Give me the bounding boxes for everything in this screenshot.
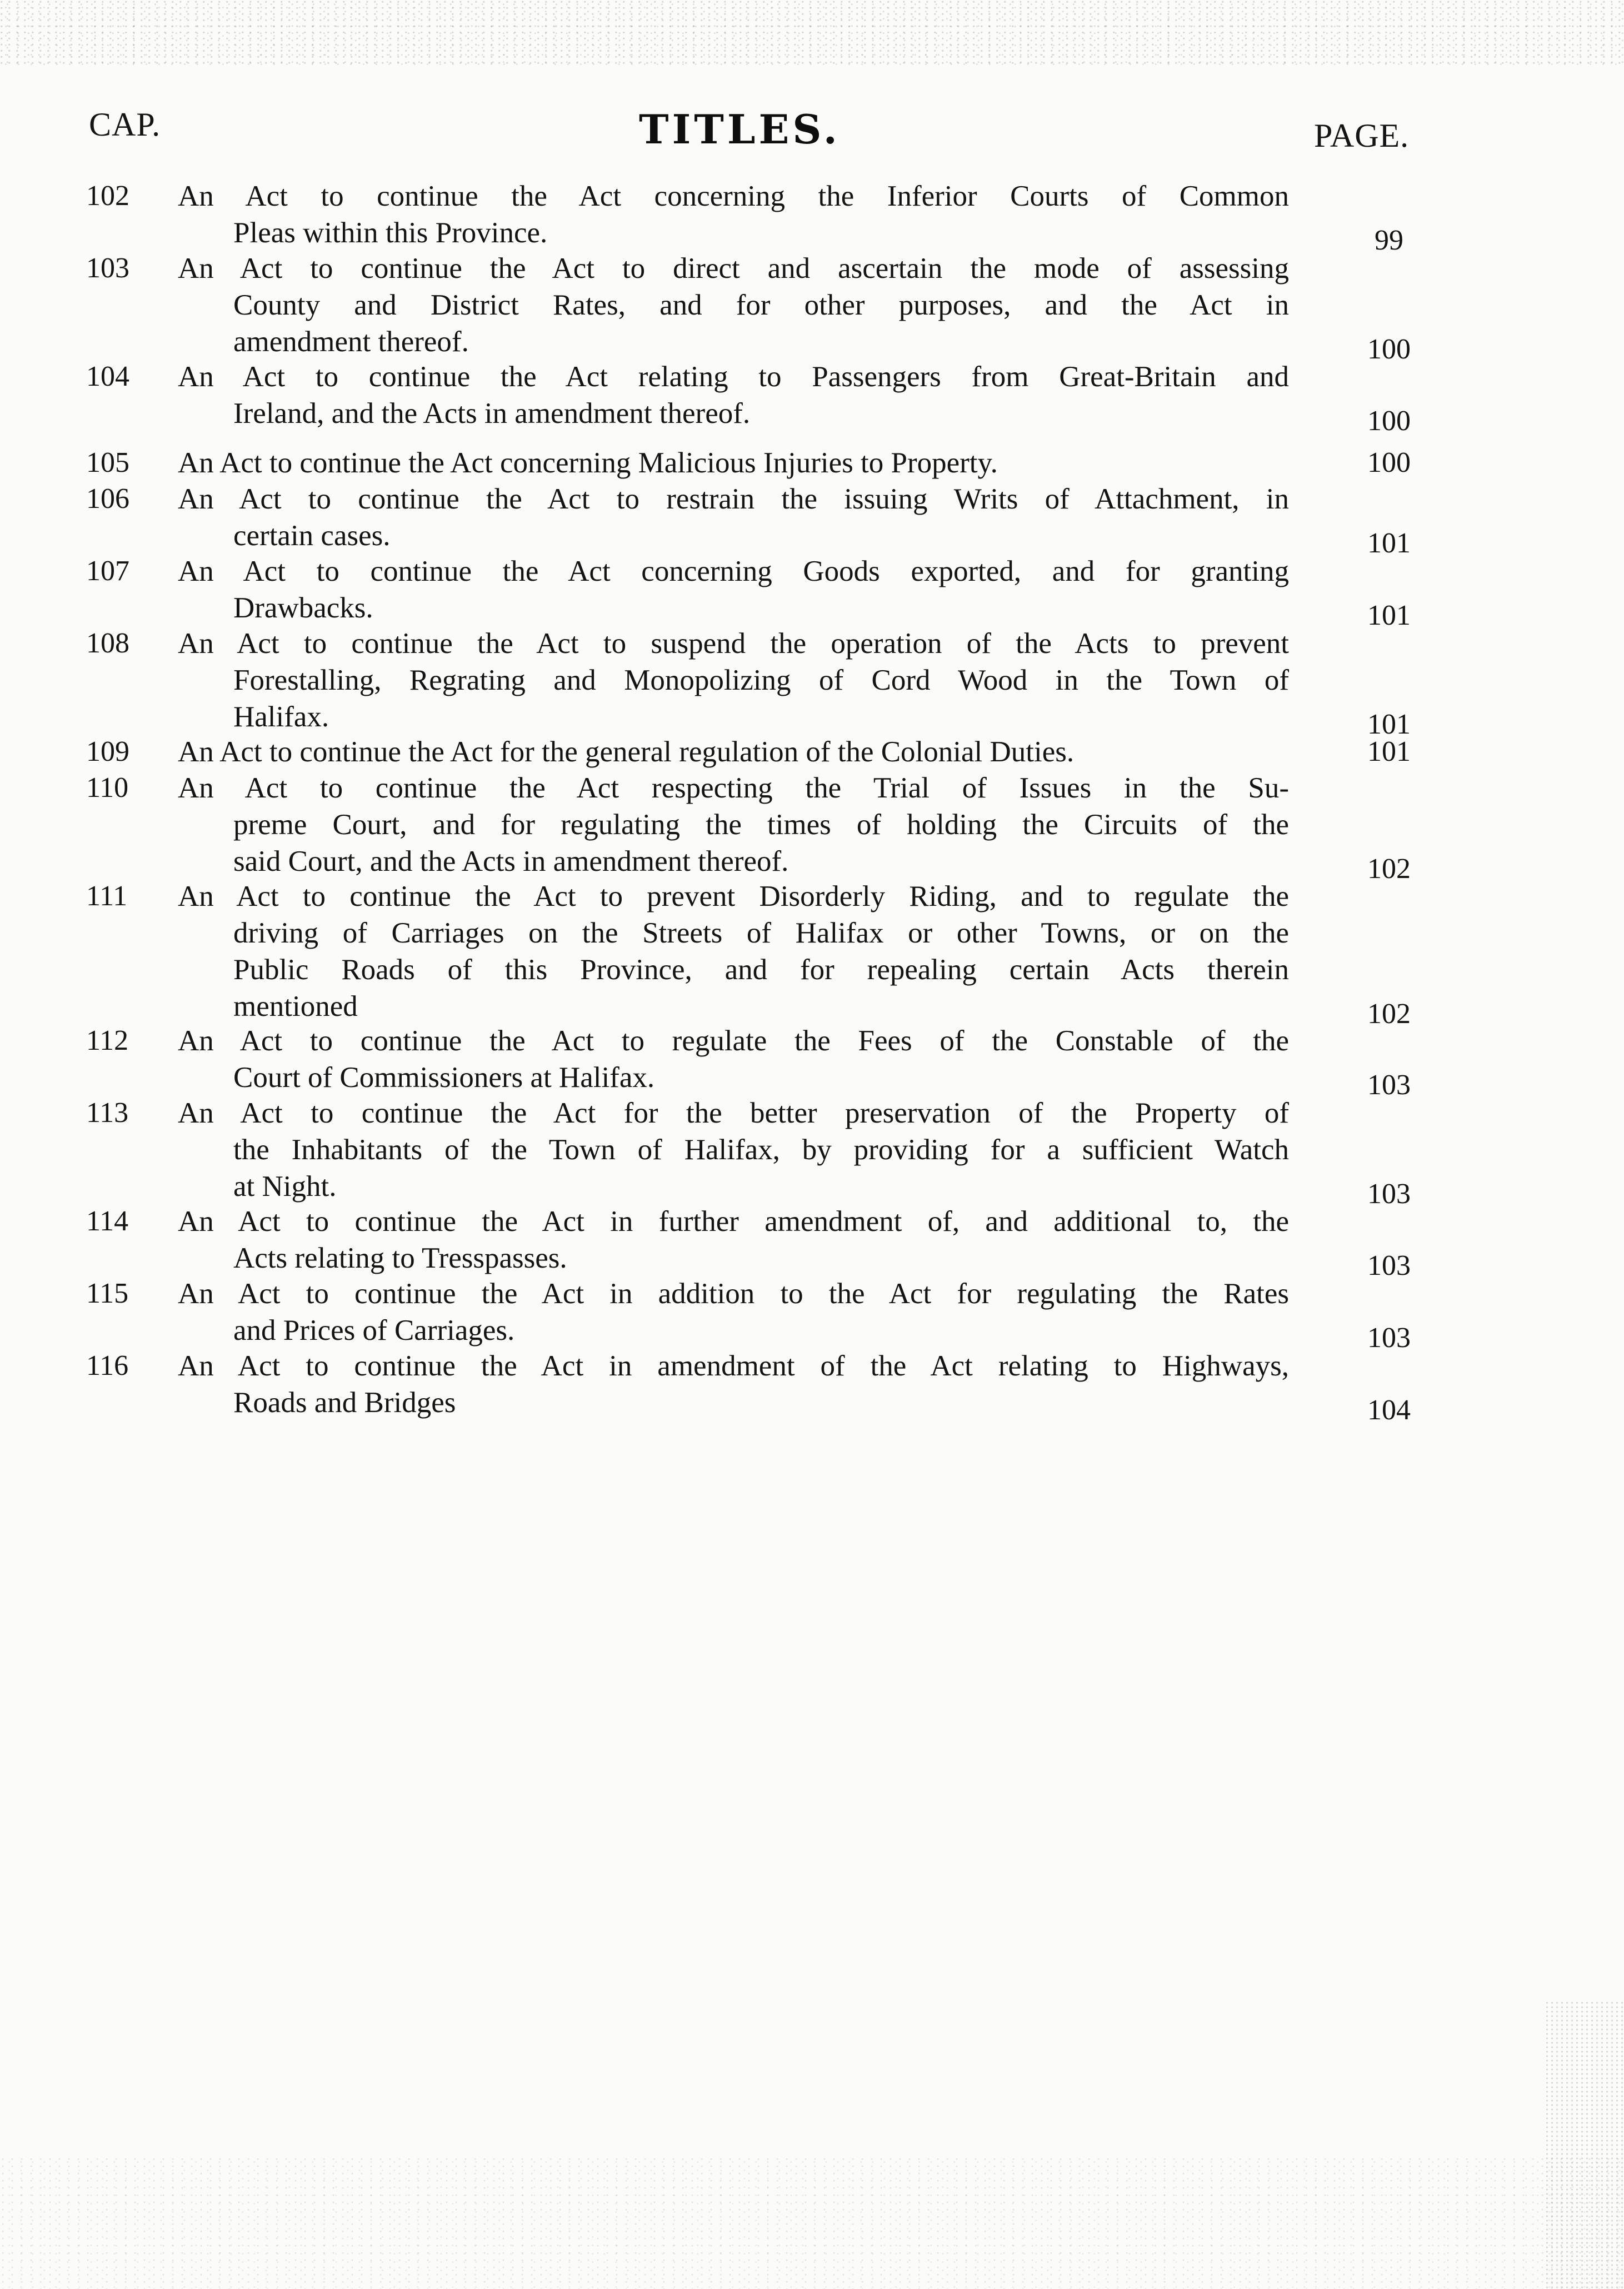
act-title-line: An Act to continue the Act to regulate the Fees of the Constable of the bbox=[178, 1025, 1289, 1057]
act-title-line: An Act to continue the Act concerning Malicious Injuries to Property. bbox=[178, 447, 998, 479]
page-number: 103 bbox=[1367, 1250, 1411, 1281]
act-title-line: Drawbacks. bbox=[233, 592, 373, 624]
act-title-line: An Act to continue the Act to direct and ascertain the mode of assessing bbox=[178, 252, 1289, 285]
act-title-line: mentioned bbox=[233, 990, 358, 1023]
act-title-line: Pleas within this Province. bbox=[233, 217, 548, 249]
page-number: 99 bbox=[1375, 225, 1403, 256]
chapter-number: 112 bbox=[86, 1025, 129, 1056]
act-title-line: An Act to continue the Act respecting the Trial of Issues in the Su- bbox=[178, 772, 1289, 804]
act-title bbox=[178, 1203, 1289, 1276]
act-title-line: Acts relating to Tresspasses. bbox=[233, 1242, 567, 1274]
page-number: 103 bbox=[1367, 1069, 1411, 1101]
act-title-line: An Act to continue the Act for the general regulation of the Colonial Duties. bbox=[178, 736, 1075, 768]
act-title-line: An Act to continue the Act in amendment of the Act relating to Highways, bbox=[178, 1350, 1289, 1382]
chapter-number: 104 bbox=[86, 361, 129, 392]
act-title-line: certain cases. bbox=[233, 520, 391, 552]
page-number: 104 bbox=[1367, 1394, 1411, 1426]
act-title-line: Court of Commissioners at Halifax. bbox=[233, 1061, 655, 1094]
act-title-line: Forestalling, Regrating and Monopolizing of Cord Wood in the Town of bbox=[233, 664, 1289, 696]
act-title-line: An Act to continue the Act in further amendment of, and additional to, the bbox=[178, 1205, 1289, 1238]
page-number: 100 bbox=[1367, 405, 1411, 437]
act-title-line: preme Court, and for regulating the times of holding the Circuits of the bbox=[233, 809, 1289, 841]
act-title bbox=[178, 553, 1289, 626]
act-title bbox=[178, 734, 1289, 770]
act-title-line: County and District Rates, and for other purposes, and the Act in bbox=[233, 289, 1289, 321]
scan-noise-top bbox=[0, 0, 1624, 67]
chapter-number: 105 bbox=[86, 447, 129, 478]
page-number: 100 bbox=[1367, 447, 1411, 478]
act-title bbox=[178, 481, 1289, 554]
act-title-line: An Act to continue the Act to suspend the operation of the Acts to prevent bbox=[178, 627, 1289, 660]
chapter-number: 115 bbox=[86, 1278, 129, 1309]
act-title-line: at Night. bbox=[233, 1170, 337, 1203]
page-number: 102 bbox=[1367, 998, 1411, 1030]
chapter-number: 102 bbox=[86, 180, 129, 212]
act-title bbox=[178, 625, 1289, 735]
page-number: 100 bbox=[1367, 333, 1411, 365]
act-title bbox=[178, 1023, 1289, 1096]
act-title-line: and Prices of Carriages. bbox=[233, 1314, 515, 1347]
act-title-line: An Act to continue the Act to restrain the issuing Writs of Attachment, in bbox=[178, 483, 1289, 515]
page-number: 103 bbox=[1367, 1178, 1411, 1210]
column-header-cap: CAP. bbox=[89, 106, 161, 143]
act-title bbox=[178, 250, 1289, 360]
scan-noise-right bbox=[1545, 2001, 1624, 2289]
scan-noise-bottom bbox=[0, 2156, 1624, 2289]
chapter-number: 106 bbox=[86, 483, 129, 515]
column-header-page: PAGE. bbox=[1314, 117, 1410, 154]
act-title-line: Public Roads of this Province, and for repealing certain Acts therein bbox=[233, 954, 1289, 986]
act-title bbox=[178, 1275, 1289, 1349]
act-title-line: An Act to continue the Act in addition to the Act for regulating the Rates bbox=[178, 1278, 1289, 1310]
page-number: 101 bbox=[1367, 600, 1411, 631]
chapter-number: 107 bbox=[86, 555, 129, 587]
act-title bbox=[178, 1348, 1289, 1421]
chapter-number: 113 bbox=[86, 1097, 129, 1129]
act-title bbox=[178, 178, 1289, 251]
act-title-line: An Act to continue the Act for the better preservation of the Property of bbox=[178, 1097, 1289, 1129]
page-number: 101 bbox=[1367, 709, 1411, 740]
page-number: 103 bbox=[1367, 1322, 1411, 1354]
page-number: 101 bbox=[1367, 527, 1411, 559]
act-title-line: Halifax. bbox=[233, 701, 329, 733]
act-title-line: amendment thereof. bbox=[233, 326, 469, 358]
act-title bbox=[178, 358, 1289, 432]
chapter-number: 111 bbox=[86, 880, 128, 912]
chapter-number: 116 bbox=[86, 1350, 129, 1382]
chapter-number: 114 bbox=[86, 1205, 129, 1237]
chapter-number: 108 bbox=[86, 627, 129, 659]
act-title-line: An Act to continue the Act relating to Passengers from Great-Britain and bbox=[178, 361, 1289, 393]
chapter-number: 110 bbox=[86, 772, 129, 804]
act-title-line: driving of Carriages on the Streets of Halifax or other Towns, or on the bbox=[233, 917, 1289, 949]
act-title-line: Ireland, and the Acts in amendment thereof. bbox=[233, 397, 751, 430]
act-title-line: An Act to continue the Act to prevent Disorderly Riding, and to regulate the bbox=[178, 880, 1289, 912]
act-title-line: the Inhabitants of the Town of Halifax, by providing for a sufficient Watch bbox=[233, 1134, 1289, 1166]
page-number: 101 bbox=[1367, 736, 1411, 767]
act-title bbox=[178, 878, 1289, 1025]
page-number: 102 bbox=[1367, 853, 1411, 885]
act-title bbox=[178, 1095, 1289, 1205]
act-title bbox=[178, 770, 1289, 880]
act-title-line: Roads and Bridges bbox=[233, 1387, 456, 1419]
act-title-line: An Act to continue the Act concerning the Inferior Courts of Common bbox=[178, 180, 1289, 212]
page-title: TITLES. bbox=[639, 106, 841, 153]
act-title-line: An Act to continue the Act concerning Goods exported, and for granting bbox=[178, 555, 1289, 587]
act-title bbox=[178, 445, 1289, 481]
act-title-line: said Court, and the Acts in amendment thereof. bbox=[233, 845, 789, 877]
chapter-number: 109 bbox=[86, 736, 129, 767]
chapter-number: 103 bbox=[86, 252, 129, 284]
